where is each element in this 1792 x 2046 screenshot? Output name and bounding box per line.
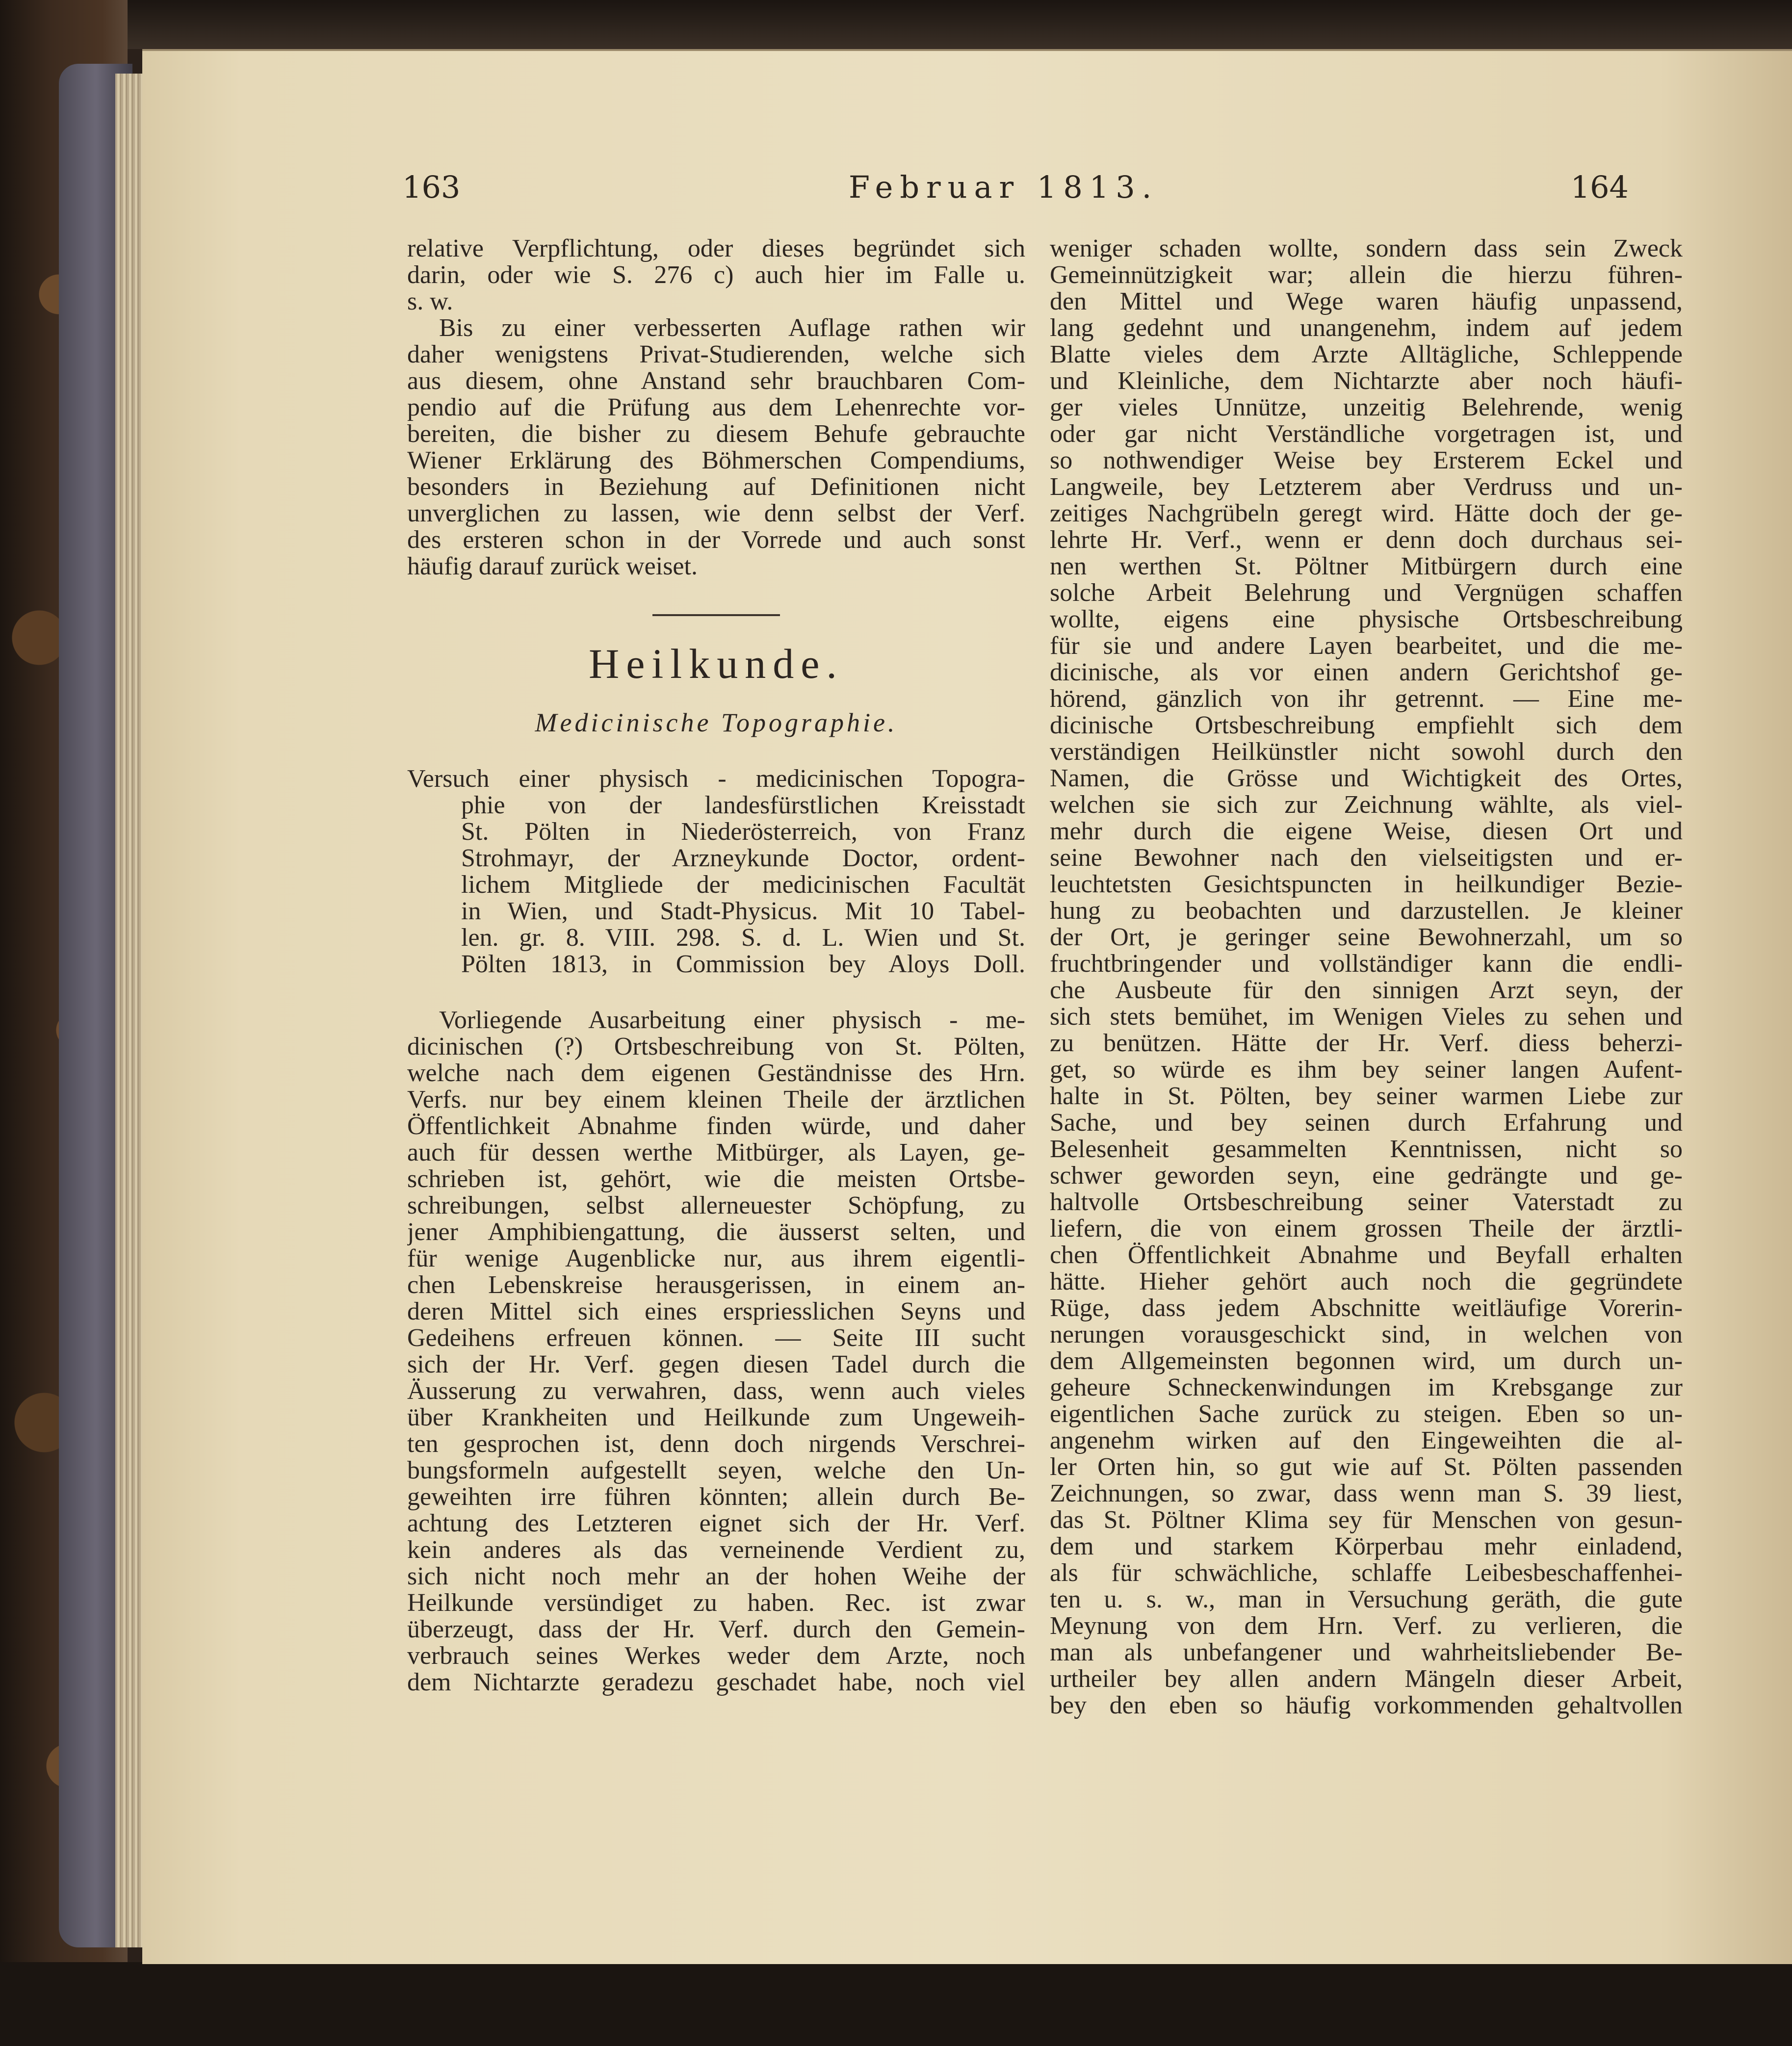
text-line: hörend, gänzlich von ihr getrennt. — Eine me- (1050, 686, 1683, 712)
text-line: Zeichnungen, so zwar, dass wenn man S. 39 liest, (1050, 1480, 1683, 1507)
text-line: len. gr. 8. VIII. 298. S. d. L. Wien und St. (461, 925, 1025, 951)
text-line: schreibungen, selbst allerneuester Schöpfung, zu (407, 1192, 1025, 1219)
bibliographic-entry (407, 766, 1025, 978)
text-line: Wiener Erklärung des Böhmerschen Compendiums, (407, 447, 1025, 474)
text-line: verständigen Heilkünstler nicht sowohl durch den (1050, 739, 1683, 765)
text-line: leuchtetsten Gesichtspuncten in heilkundiger Bezie- (1050, 871, 1683, 898)
text-line: welche nach dem eigenen Geständnisse des Hrn. (407, 1060, 1025, 1087)
text-line: in Wien, und Stadt-Physicus. Mit 10 Tabel- (461, 898, 1025, 925)
text-line: ger vieles Unnütze, unzeitig Belehrende, wenig (1050, 394, 1683, 421)
text-line: Rüge, dass jedem Abschnitte weitläufige Vorerin- (1050, 1295, 1683, 1321)
text-line: Bis zu einer verbesserten Auflage rathen wir (439, 315, 1025, 341)
text-line: Belesenheit gesammelten Kenntnissen, nicht so (1050, 1136, 1683, 1163)
text-line: che Ausbeute für den sinnigen Arzt seyn, der (1050, 977, 1683, 1004)
text-line: zu benützen. Hätte der Hr. Verf. diess beherzi- (1050, 1030, 1683, 1057)
text-line: das St. Pöltner Klima sey für Menschen von gesun- (1050, 1507, 1683, 1533)
text-line: für wenige Augenblicke nur, aus ihrem eigentli- (407, 1245, 1025, 1272)
text-line: verbrauch seines Werkes weder dem Arzte, noch (407, 1643, 1025, 1669)
section-divider (652, 614, 780, 616)
text-line: liefern, die von einem grossen Theile der ärztli- (1050, 1216, 1683, 1242)
text-line: geheure Schneckenwindungen im Krebsgange zur (1050, 1374, 1683, 1401)
text-line: St. Pölten in Niederösterreich, von Franz (461, 819, 1025, 845)
text-line: pendio auf die Prüfung aus dem Lehenrechte vor- (407, 394, 1025, 421)
section-heading: Heilkunde. (589, 640, 844, 687)
text-line: solche Arbeit Belehrung und Vergnügen schaffen (1050, 580, 1683, 606)
intro-block (407, 235, 1025, 315)
text-line: phie von der landesfürstlichen Kreisstadt (461, 792, 1025, 819)
text-line: dem und starkem Körperbau mehr einladend, (1050, 1533, 1683, 1560)
paragraph (407, 315, 1025, 580)
text-line: häufig darauf zurück weiset. (407, 553, 698, 580)
text-line: als für schwächliche, schlaffe Leibesbeschaffenhei- (1050, 1560, 1683, 1586)
text-line: des ersteren schon in der Vorrede und auch sonst (407, 527, 1025, 553)
text-line: oder gar nicht Verständliche vorgetragen ist, und (1050, 421, 1683, 447)
text-line: auch für dessen werthe Mitbürger, als Layen, ge- (407, 1140, 1025, 1166)
text-line: geweihten irre führen könnten; allein durch Be- (407, 1484, 1025, 1510)
right-column (1050, 235, 1683, 1719)
text-line: weniger schaden wollte, sondern dass sein Zweck (1050, 235, 1683, 262)
text-line: Vorliegende Ausarbeitung einer physisch - me- (439, 1007, 1025, 1034)
sub-heading: Medicinische Topographie. (535, 708, 898, 737)
text-line: achtung des Letzteren eignet sich der Hr. Verf. (407, 1510, 1025, 1537)
text-line: so nothwendiger Weise bey Ersterem Eckel und (1050, 447, 1683, 474)
text-line: dicinische, als vor einen andern Gerichtshof ge- (1050, 659, 1683, 686)
text-line: jener Amphibiengattung, die äusserst selten, und (407, 1219, 1025, 1245)
text-line: dicinische Ortsbeschreibung empfiehlt sich dem (1050, 712, 1683, 739)
text-line: Blatte vieles dem Arzte Alltägliche, Schleppende (1050, 341, 1683, 368)
scan-background-top (0, 0, 1792, 49)
text-line: aus diesem, ohne Anstand sehr brauchbaren Com- (407, 368, 1025, 394)
page-number-right: 164 (1570, 169, 1629, 205)
left-column (407, 235, 1025, 1696)
text-line: sich der Hr. Verf. gegen diesen Tadel durch die (407, 1351, 1025, 1378)
text-line: unverglichen zu lassen, wie denn selbst der Verf. (407, 500, 1025, 527)
text-line: hätte. Hieher gehört auch noch die gegründete (1050, 1269, 1683, 1295)
text-line: dem Nichtarzte geradezu geschadet habe, noch viel (407, 1669, 1025, 1696)
text-line: fruchtbringender und vollständiger kann die endli- (1050, 951, 1683, 977)
text-line: daher wenigstens Privat-Studierenden, welche sich (407, 341, 1025, 368)
text-line: bey den eben so häufig vorkommenden gehaltvollen (1050, 1692, 1683, 1719)
text-line: den Mittel und Wege waren häufig unpassend, (1050, 288, 1683, 315)
text-line: zeitiges Nachgrübeln geregt wird. Hätte doch der ge- (1050, 500, 1683, 527)
text-line: angenehm wirken auf den Eingeweihten die al- (1050, 1427, 1683, 1454)
running-title: Februar 1813. (849, 169, 1159, 205)
text-line: darin, oder wie S. 276 c) auch hier im Falle u. (407, 262, 1025, 288)
text-line: Gemeinnützigkeit war; allein die hierzu führen- (1050, 262, 1683, 288)
text-line: relative Verpflichtung, oder dieses begründet sich (407, 235, 1025, 262)
text-line: man als unbefangener und wahrheitsliebender Be- (1050, 1639, 1683, 1666)
text-line: Gedeihens erfreuen können. — Seite III sucht (407, 1325, 1025, 1351)
text-line: urtheiler bey allen andern Mängeln dieser Arbeit, (1050, 1666, 1683, 1692)
text-line: Strohmayr, der Arzneykunde Doctor, ordent- (461, 845, 1025, 872)
text-line: bungsformeln aufgestellt seyen, welche den Un- (407, 1457, 1025, 1484)
text-line: der Ort, je geringer seine Bewohnerzahl, um so (1050, 924, 1683, 951)
text-line: kein anderes als das verneinende Verdient zu, (407, 1537, 1025, 1563)
text-line: schrieben ist, gehört, wie die meisten Ortsbe- (407, 1166, 1025, 1192)
scan-background-bottom (0, 1962, 1792, 2046)
text-line: Pölten 1813, in Commission bey Aloys Doll. (461, 951, 1025, 978)
text-line: dicinischen (?) Ortsbeschreibung von St. Pölten, (407, 1034, 1025, 1060)
text-line: welchen sie sich zur Zeichnung wählte, als viel- (1050, 792, 1683, 818)
text-line: s. w. (407, 288, 453, 315)
text-line: sich stets bemühet, im Wenigen Vieles zu sehen und (1050, 1004, 1683, 1030)
text-line: hung zu beobachten und darzustellen. Je kleiner (1050, 898, 1683, 924)
text-line: überzeugt, dass der Hr. Verf. durch den Gemein- (407, 1616, 1025, 1643)
text-line: Langweile, bey Letzterem aber Verdruss und un- (1050, 474, 1683, 500)
text-line: für sie und andere Layen bearbeitet, und die me- (1050, 633, 1683, 659)
text-line: über Krankheiten und Heilkunde zum Ungeweih- (407, 1404, 1025, 1431)
running-head (383, 169, 1629, 213)
text-line: eigentlichen Sache zurück zu steigen. Eben so un- (1050, 1401, 1683, 1427)
text-line: deren Mittel sich eines erspriesslichen Seyns und (407, 1298, 1025, 1325)
text-line: sich nicht noch mehr an der hohen Weihe der (407, 1563, 1025, 1590)
text-line: lehrte Hr. Verf., wenn er denn doch durchaus sei- (1050, 527, 1683, 553)
text-line: dem Allgemeinsten begonnen wird, um durch un- (1050, 1348, 1683, 1374)
text-line: halte in St. Pölten, bey seiner warmen Liebe zur (1050, 1083, 1683, 1110)
text-line: Äusserung zu verwahren, dass, wenn auch vieles (407, 1378, 1025, 1404)
text-line: besonders in Beziehung auf Definitionen nicht (407, 474, 1025, 500)
text-line: seine Bewohner nach den vielseitigsten und er- (1050, 845, 1683, 871)
text-line: nerungen vorausgeschickt sind, in welchen von (1050, 1321, 1683, 1348)
text-line: bereiten, die bisher zu diesem Behufe gebrauchte (407, 421, 1025, 447)
text-line: nen werthen St. Pöltner Mitbürgern durch eine (1050, 553, 1683, 580)
text-line: schwer geworden seyn, eine gedrängte und ge- (1050, 1163, 1683, 1189)
text-line: ten gesprochen ist, denn doch nirgends Verschrei- (407, 1431, 1025, 1457)
text-line: chen Öffentlichkeit Abnahme und Beyfall erhalten (1050, 1242, 1683, 1269)
text-line: Öffentlichkeit Abnahme finden würde, und daher (407, 1113, 1025, 1140)
text-line: und Kleinliche, dem Nichtarzte aber noch häufi- (1050, 368, 1683, 394)
text-line: Versuch einer physisch - medicinischen Topogra- (407, 766, 1025, 792)
text-line: Sache, und bey seinen durch Erfahrung und (1050, 1110, 1683, 1136)
text-line: get, so würde es ihm bey seiner langen Aufent- (1050, 1057, 1683, 1083)
text-line: chen Lebenskreise herausgerissen, in einem an- (407, 1272, 1025, 1298)
page-number-left: 163 (402, 169, 461, 205)
text-line: lang gedehnt und unangenehm, indem auf jedem (1050, 315, 1683, 341)
text-line: Meynung von dem Hrn. Verf. zu verlieren, die (1050, 1613, 1683, 1639)
text-line: Namen, die Grösse und Wichtigkeit des Ortes, (1050, 765, 1683, 792)
text-line: lichem Mitgliede der medicinischen Facultät (461, 872, 1025, 898)
text-line: ten u. s. w., man in Versuchung geräth, die gute (1050, 1586, 1683, 1613)
paragraph (407, 1007, 1025, 1696)
text-line: mehr durch die eigene Weise, diesen Ort und (1050, 818, 1683, 845)
text-line: haltvolle Ortsbeschreibung seiner Vaterstadt zu (1050, 1189, 1683, 1216)
text-line: Heilkunde versündiget zu haben. Rec. ist zwar (407, 1590, 1025, 1616)
text-line: wollte, eigens eine physische Ortsbeschreibung (1050, 606, 1683, 633)
text-line: Verfs. nur bey einem kleinen Theile der ärztlichen (407, 1087, 1025, 1113)
text-line: ler Orten hin, so gut wie auf St. Pölten passenden (1050, 1454, 1683, 1480)
